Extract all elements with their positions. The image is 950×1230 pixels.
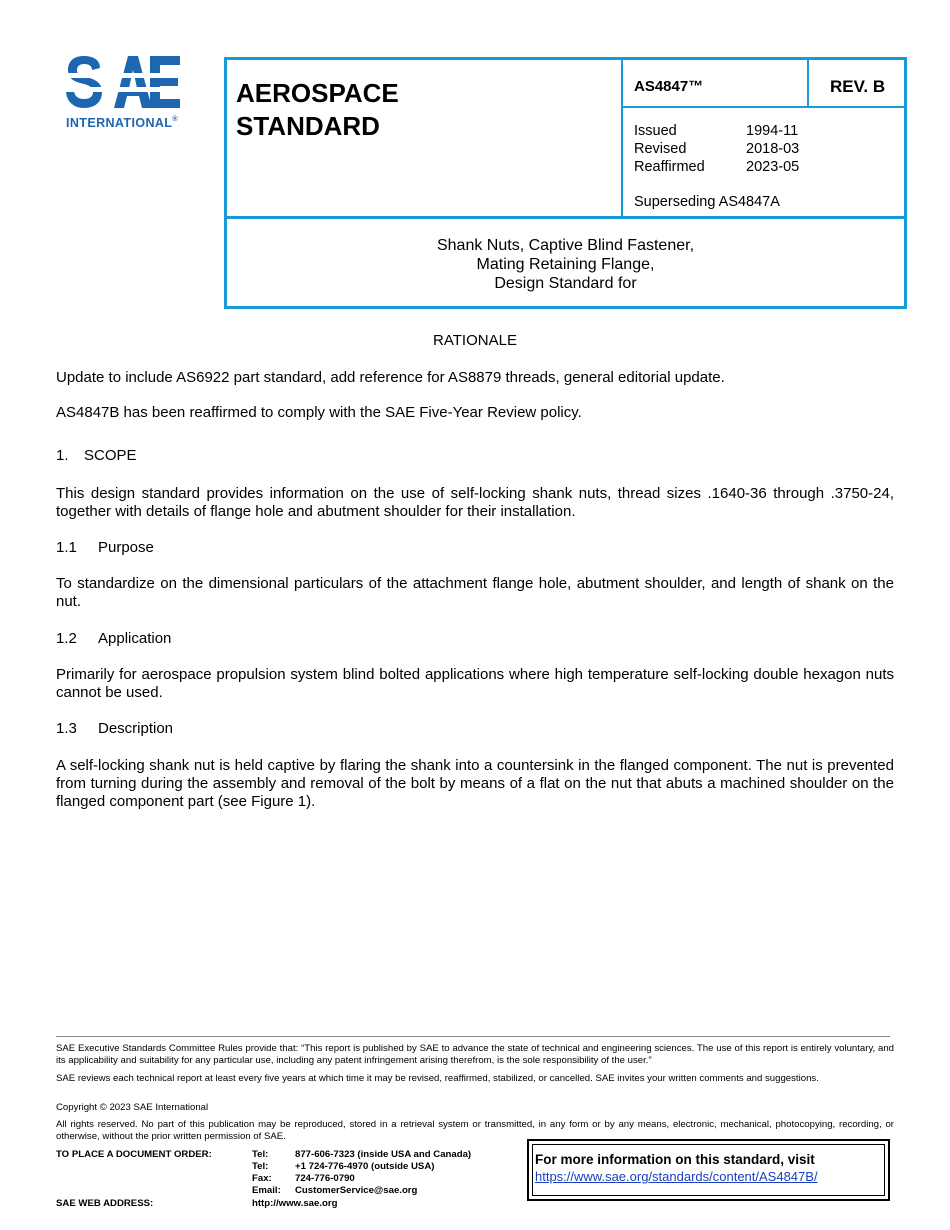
- web-address-link[interactable]: http://www.sae.org: [252, 1198, 338, 1209]
- footer-rule: [56, 1036, 890, 1037]
- footer-review-text: SAE reviews each technical report at least every five years at which time it may be revised, reaffirmed, stabilized, or cancelled. SAE invites your written comments and suggestions.: [56, 1073, 819, 1084]
- section-description-heading: 1.3 Description: [56, 720, 174, 737]
- footer-copyright: Copyright © 2023 SAE International: [56, 1102, 209, 1113]
- sae-wordmark-graphic: [66, 54, 182, 114]
- rationale-heading: RATIONALE: [433, 332, 517, 349]
- more-info-title: For more information on this standard, visit: [535, 1152, 815, 1167]
- more-info-link[interactable]: https://www.sae.org/standards/content/AS4847B/: [535, 1169, 818, 1184]
- section-purpose-heading: 1.1 Purpose: [56, 539, 154, 556]
- rationale-paragraph-2: AS4847B has been reaffirmed to comply with the SAE Five-Year Review policy.: [56, 404, 582, 421]
- section-scope-text: This design standard provides information on the use of self-locking shank nuts, thread sizes .1640-36 through .3750-24, together with details of flange hole and abutment shoulder for their installation.: [56, 485, 894, 520]
- web-address-label: SAE WEB ADDRESS:: [56, 1198, 154, 1209]
- date-values: 1994-11 2018-03 2023-05: [746, 123, 800, 175]
- header-divider-subject: [224, 216, 907, 219]
- section-description-text: A self-locking shank nut is held captive by flaring the shank into a countersink in the flanged component. The nut is prevented from turning during the assembly and removal of the bolt by means of a flat on the nut that abuts a machined shoulder on the flanged component part (see Figure 1).: [56, 757, 894, 810]
- revision-label: REV. B: [830, 77, 886, 96]
- rationale-paragraph-1: Update to include AS6922 part standard, add reference for AS8879 threads, general editorial update.: [56, 369, 725, 386]
- contact-values: 877-606-7323 (inside USA and Canada) +1 724-776-4970 (outside USA) 724-776-0790 CustomerService@sae.org: [295, 1149, 472, 1196]
- contact-labels: Tel: Tel: Fax: Email:: [252, 1149, 281, 1196]
- contact-email[interactable]: CustomerService@sae.org: [295, 1185, 418, 1196]
- order-label: TO PLACE A DOCUMENT ORDER:: [56, 1149, 212, 1160]
- section-purpose-text: To standardize on the dimensional particulars of the attachment flange hole, abutment shoulder, and length of shank on the nut.: [56, 575, 894, 610]
- document-number: AS4847™: [634, 78, 704, 95]
- document-subject: Shank Nuts, Captive Blind Fastener, Mating Retaining Flange, Design Standard for: [436, 237, 695, 292]
- superseding-note: Superseding AS4847A: [634, 194, 780, 210]
- header-divider-docnum: [621, 106, 907, 108]
- footer-rights-text: All rights reserved. No part of this publication may be reproduced, stored in a retrieval system or transmitted, in any form or by any means, electronic, mechanical, photocopying, recording, or otherwise, without the prior written permission of SAE.: [56, 1119, 894, 1142]
- footer-rules-text: SAE Executive Standards Committee Rules provide that: “This report is published by SAE to advance the state of technical and engineering sciences. The use of this report is entirely voluntary, and its applicability and suitability for any particular use, including any patent infringement arising therefrom, is the sole responsibility of the user.”: [56, 1043, 894, 1066]
- logo-subtitle: INTERNATIONAL®: [66, 116, 178, 130]
- document-type-title: AEROSPACE STANDARD: [236, 78, 399, 141]
- section-application-text: Primarily for aerospace propulsion system blind bolted applications where high temperature self-locking double hexagon nuts cannot be used.: [56, 666, 894, 701]
- header-divider-vertical: [621, 57, 623, 218]
- section-scope-heading: 1. SCOPE: [56, 447, 137, 464]
- date-labels: Issued Revised Reaffirmed: [634, 123, 705, 175]
- header-divider-rev: [807, 57, 809, 108]
- section-application-heading: 1.2 Application: [56, 630, 172, 647]
- sae-logo: [66, 54, 190, 134]
